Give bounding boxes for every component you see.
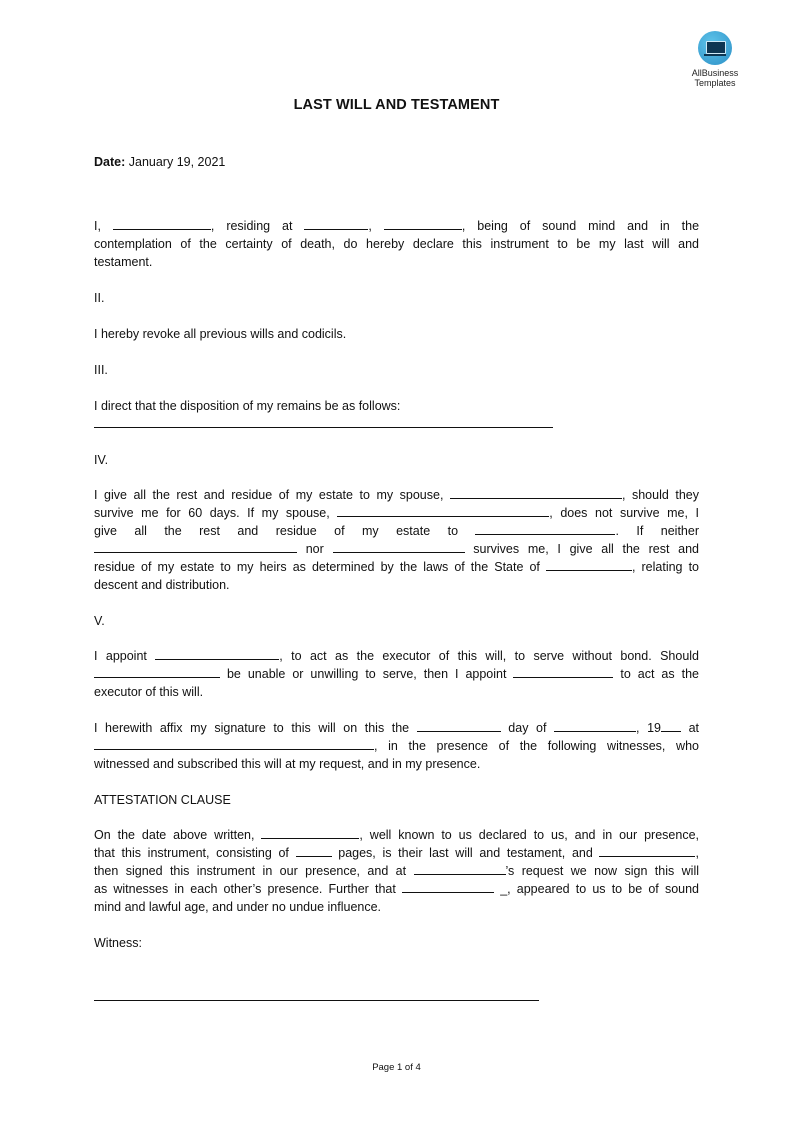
signature-day-blank[interactable] [417,719,501,732]
executor-name-blank[interactable] [94,665,220,678]
attestation-line-2: that this instrument, consisting of pages, is their last will and testament, and , [94,846,699,860]
section-2-heading: II. [94,291,105,305]
state-blank[interactable] [546,558,632,571]
witness-signature-blank[interactable] [94,988,539,1001]
spouse-blank[interactable] [450,486,622,499]
section-3-heading: III. [94,363,108,377]
signature-year-blank[interactable] [661,719,681,732]
section-1-line-2: contemplation of the certainty of death, do hereby declare this instrument to be my last will and [94,237,699,251]
attestation-line-5: mind and lawful age, and under no undue influence. [94,900,382,914]
attestation-line-4: as witnesses in each other’s presence. Further that _, appeared to us to be of sound [94,882,699,896]
attestation-line-1: On the date above written, , well known to us declared to us, and in our presence, [94,828,699,842]
executor-blank[interactable] [155,647,279,660]
section-4-line-2: survive me for 60 days. If my spouse, , does not survive me, I [94,506,699,520]
document-title: LAST WILL AND TESTAMENT [293,97,500,113]
section-4-line-5: residue of my estate to my heirs as determined by the laws of the State of , relating to [94,560,699,574]
testator-blank[interactable] [261,826,359,839]
logo-text: AllBusiness Templates [691,68,739,88]
remains-disposition-blank[interactable] [94,415,553,428]
city-blank[interactable] [384,217,462,230]
beneficiary-blank[interactable] [475,522,615,535]
date-line: Date: January 19, 2021 [94,155,226,169]
section-2-text: I hereby revoke all previous wills and codicils. [94,327,347,341]
witness-label: Witness: [94,936,142,950]
attest-name-blank[interactable] [599,844,695,857]
signature-line-1: I herewith affix my signature to this will on this the day of , 19 at [94,721,699,735]
page-number: Page 1 of 4 [372,1062,421,1073]
spouse-name-blank[interactable] [337,504,549,517]
signature-line-2: , in the presence of the following witnesses, who [94,737,699,755]
laptop-icon [698,31,732,65]
section-3-text: I direct that the disposition of my remains be as follows: [94,399,401,413]
section-5-line-2: be unable or unwilling to serve, then I appoint to act as the [94,665,699,683]
section-4-line-6: descent and distribution. [94,578,230,592]
attestation-heading: ATTESTATION CLAUSE [94,793,231,807]
section-4-line-4: nor survives me, I give all the rest and [94,540,699,558]
pages-count-blank[interactable] [296,844,332,857]
beneficiary-1-blank[interactable] [94,540,297,553]
further-name-blank[interactable] [402,880,494,893]
name-blank[interactable] [113,217,211,230]
section-4-heading: IV. [94,453,109,467]
alternate-executor-blank[interactable] [513,665,613,678]
allbusiness-logo [684,31,746,88]
attestation-line-3: then signed this instrument in our presence, and at ’s request we now sign this will [94,864,700,878]
section-4-line-3: give all the rest and residue of my estate to . If neither [94,524,700,538]
section-1-line-3: testament. [94,255,153,269]
section-5-line-1: I appoint , to act as the executor of this will, to serve without bond. Should [94,649,700,663]
section-5-line-3: executor of this will. [94,685,204,699]
section-1-line-1: I, , residing at , , being of sound mind and in the [94,219,700,233]
signature-place-blank[interactable] [94,737,374,750]
request-name-blank[interactable] [414,862,506,875]
address-blank[interactable] [304,217,368,230]
signature-month-blank[interactable] [554,719,636,732]
section-5-heading: V. [94,614,105,628]
beneficiary-2-blank[interactable] [333,540,465,553]
section-4-line-1: I give all the rest and residue of my estate to my spouse, , should they [94,488,699,502]
signature-line-3: witnessed and subscribed this will at my request, and in my presence. [94,757,481,771]
